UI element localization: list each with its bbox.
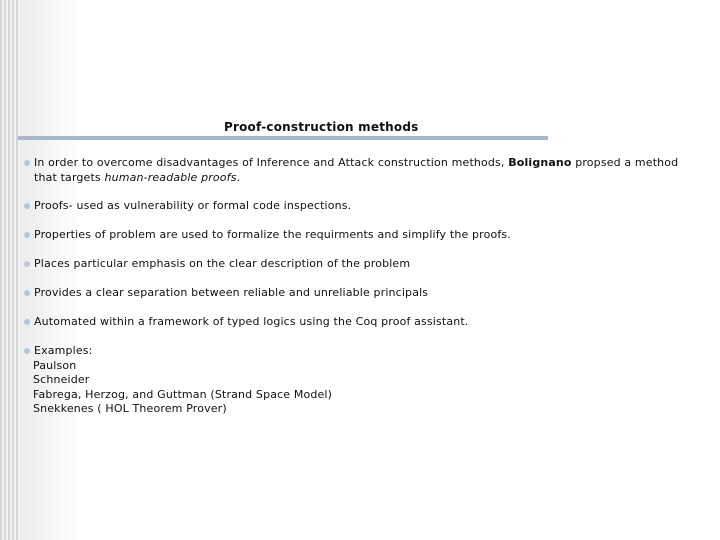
- bullet-text: Places particular emphasis on the clear description of the problem: [34, 257, 411, 270]
- bullet-text: [34, 156, 704, 185]
- bullet-item-automated: [24, 315, 704, 330]
- bullet-dot-icon: [24, 261, 30, 267]
- left-striped-margin: [0, 0, 20, 540]
- title-underline-bar: [18, 136, 548, 140]
- example-item: Fabrega, Herzog, and Guttman (Strand Space Model): [33, 387, 333, 401]
- bullet-dot-icon: [24, 203, 30, 209]
- bullet-item-emphasis: [24, 257, 704, 272]
- bullet-text: Properties of problem are used to formalize the requirments and simplify the proofs.: [34, 228, 511, 241]
- bullet-text: Examples:: [34, 344, 93, 357]
- example-item: Snekkenes ( HOL Theorem Prover): [33, 402, 227, 415]
- bullet-dot-icon: [24, 290, 30, 296]
- bullet-text-italic: human-readable proofs: [104, 170, 237, 184]
- bullet-text-part: .: [236, 170, 241, 184]
- bullet-item-separation: [24, 286, 704, 301]
- bullet-text: Automated within a framework of typed logics using the Coq proof assistant.: [34, 315, 469, 328]
- bullet-text: Proofs- used as vulnerability or formal code inspections.: [34, 199, 352, 212]
- bullet-text-bold: Bolignano: [508, 156, 572, 169]
- bullet-text-part: propsed a method that targets: [34, 156, 679, 184]
- bullet-dot-icon: [24, 160, 30, 166]
- bullet-dot-icon: [24, 232, 30, 238]
- bullet-item-bolignano: [24, 156, 704, 185]
- bullet-dot-icon: [24, 319, 30, 325]
- slide-title: Proof-construction methods: [224, 120, 419, 134]
- bullet-item-properties: [24, 228, 704, 243]
- example-item: Paulson: [33, 358, 77, 372]
- bullet-text: Provides a clear separation between reliable and unreliable principals: [34, 286, 429, 299]
- bullet-item-proofs: [24, 199, 704, 214]
- bullet-text-part: In order to overcome disadvantages of Inference and Attack construction methods,: [34, 156, 509, 169]
- example-item: Schneider: [33, 373, 90, 386]
- bullet-item-examples: [24, 344, 704, 417]
- bullet-dot-icon: [24, 348, 30, 354]
